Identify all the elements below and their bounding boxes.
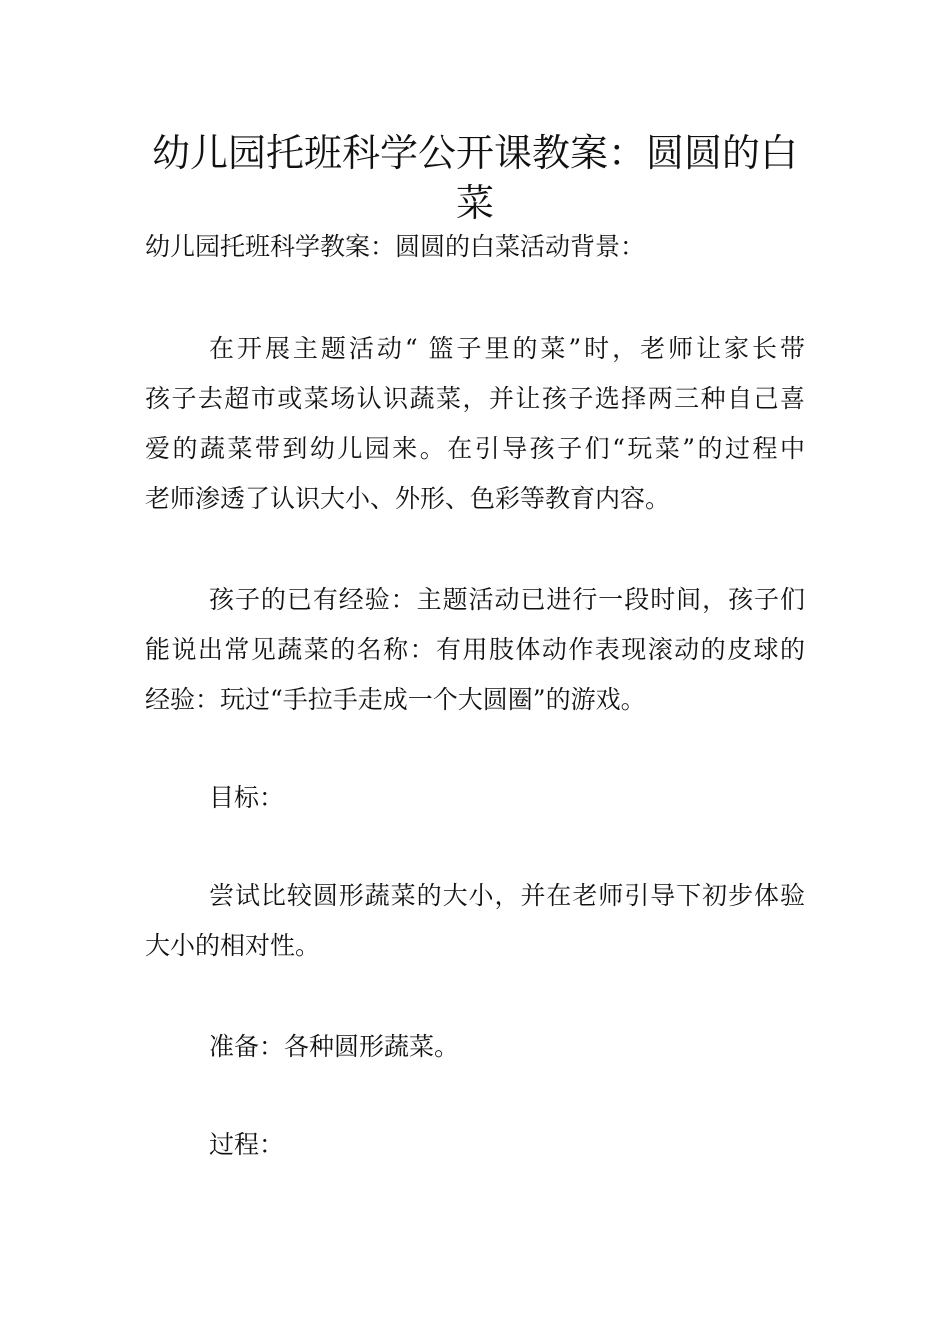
goal-heading: 目标： <box>209 783 285 812</box>
background-line-2: 孩子去超市或菜场认识蔬菜，并让孩子选择两三种自己喜 <box>145 384 805 413</box>
subtitle-line: 幼儿园托班科学教案：圆圆的白菜活动背景： <box>145 232 646 261</box>
background-line-1: 在开展主题活动“ 篮子里的菜”时，老师让家长带 <box>209 334 805 363</box>
experience-line-1: 孩子的已有经验：主题活动已进行一段时间，孩子们 <box>209 585 805 614</box>
goal-line-1: 尝试比较圆形蔬菜的大小，并在老师引导下初步体验 <box>209 881 805 910</box>
goal-line-2: 大小的相对性。 <box>145 931 321 960</box>
document-title: 幼儿园托班科学公开课教案：圆圆的白菜 <box>151 131 798 225</box>
background-line-3: 爱的蔬菜带到幼儿园来。在引导孩子们“玩菜”的过程中 <box>145 434 805 463</box>
process-heading: 过程： <box>209 1130 285 1159</box>
experience-line-2: 能说出常见蔬菜的名称：有用肢体动作表现滚动的皮球的 <box>145 635 805 664</box>
background-line-4: 老师渗透了认识大小、外形、色彩等教育内容。 <box>145 484 671 513</box>
experience-line-3: 经验：玩过“手拉手走成一个大圆圈”的游戏。 <box>145 685 646 714</box>
preparation-line: 准备：各种圆形蔬菜。 <box>209 1032 460 1061</box>
